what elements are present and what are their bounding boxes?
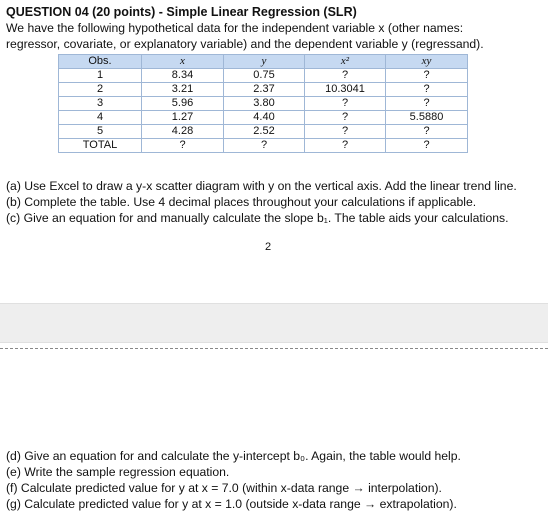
cell-x-squared: ? [305,125,386,139]
page-gap-band [0,303,548,343]
cell-xy: ? [386,69,468,83]
cell-xy: ? [386,83,468,97]
header-obs: Obs. [59,55,142,69]
cell-xy: 5.5880 [386,111,468,125]
part-e: (e) Write the sample regression equation. [6,465,230,479]
cell-y: 2.37 [224,83,305,97]
question-intro [6,20,546,52]
question-parts-d-g [6,448,461,512]
intro-line-1: We have the following hypothetical data for the independent variable x (other names: [6,21,464,35]
intro-line-2: regressor, covariate, or explanatory variable) and the dependent variable y (regressand). [6,37,484,51]
table-row [59,83,468,97]
part-f: (f) Calculate predicted value for y at x = 7.0 (within x-data range → interpolation). [6,481,442,495]
cell-xy: ? [386,125,468,139]
cell-xy: ? [386,97,468,111]
cell-x: 5.96 [142,97,224,111]
cell-total-x: ? [142,139,224,153]
part-b: (b) Complete the table. Use 4 decimal places throughout your calculations if applicable. [6,195,477,209]
cell-x-squared: 10.3041 [305,83,386,97]
part-c: (c) Give an equation for and manually calculate the slope b₁. The table aids your calculations. [6,211,509,225]
table-row [59,125,468,139]
cell-obs: 4 [59,111,142,125]
page-number: 2 [265,241,272,253]
cell-obs: 5 [59,125,142,139]
cell-y: 4.40 [224,111,305,125]
cell-x: 4.28 [142,125,224,139]
table-header-row [59,55,468,69]
cell-y: 2.52 [224,125,305,139]
cell-x-squared: ? [305,111,386,125]
data-table [58,54,468,153]
part-g: (g) Calculate predicted value for y at x = 1.0 (outside x-data range → extrapolation). [6,497,457,511]
cell-x: 8.34 [142,69,224,83]
cell-total-xy: ? [386,139,468,153]
cell-y: 3.80 [224,97,305,111]
page-break-divider [0,348,548,349]
cell-obs: 3 [59,97,142,111]
header-y: y [224,55,305,69]
cell-y: 0.75 [224,69,305,83]
header-x-squared: x² [305,55,386,69]
question-parts-a-c [6,178,517,226]
header-x: x [142,55,224,69]
question-title: QUESTION 04 (20 points) - Simple Linear Regression (SLR) [6,5,357,19]
cell-x: 3.21 [142,83,224,97]
cell-total-y: ? [224,139,305,153]
cell-obs: 2 [59,83,142,97]
table-row [59,111,468,125]
cell-x-squared: ? [305,69,386,83]
cell-total-label: TOTAL [59,139,142,153]
part-d: (d) Give an equation for and calculate the y-intercept b₀. Again, the table would help. [6,449,461,463]
cell-x-squared: ? [305,97,386,111]
cell-total-x-squared: ? [305,139,386,153]
table-row [59,69,468,83]
cell-obs: 1 [59,69,142,83]
part-a: (a) Use Excel to draw a y-x scatter diagram with y on the vertical axis. Add the linear trend line. [6,179,517,193]
table-row [59,97,468,111]
header-xy: xy [386,55,468,69]
table-total-row [59,139,468,153]
cell-x: 1.27 [142,111,224,125]
